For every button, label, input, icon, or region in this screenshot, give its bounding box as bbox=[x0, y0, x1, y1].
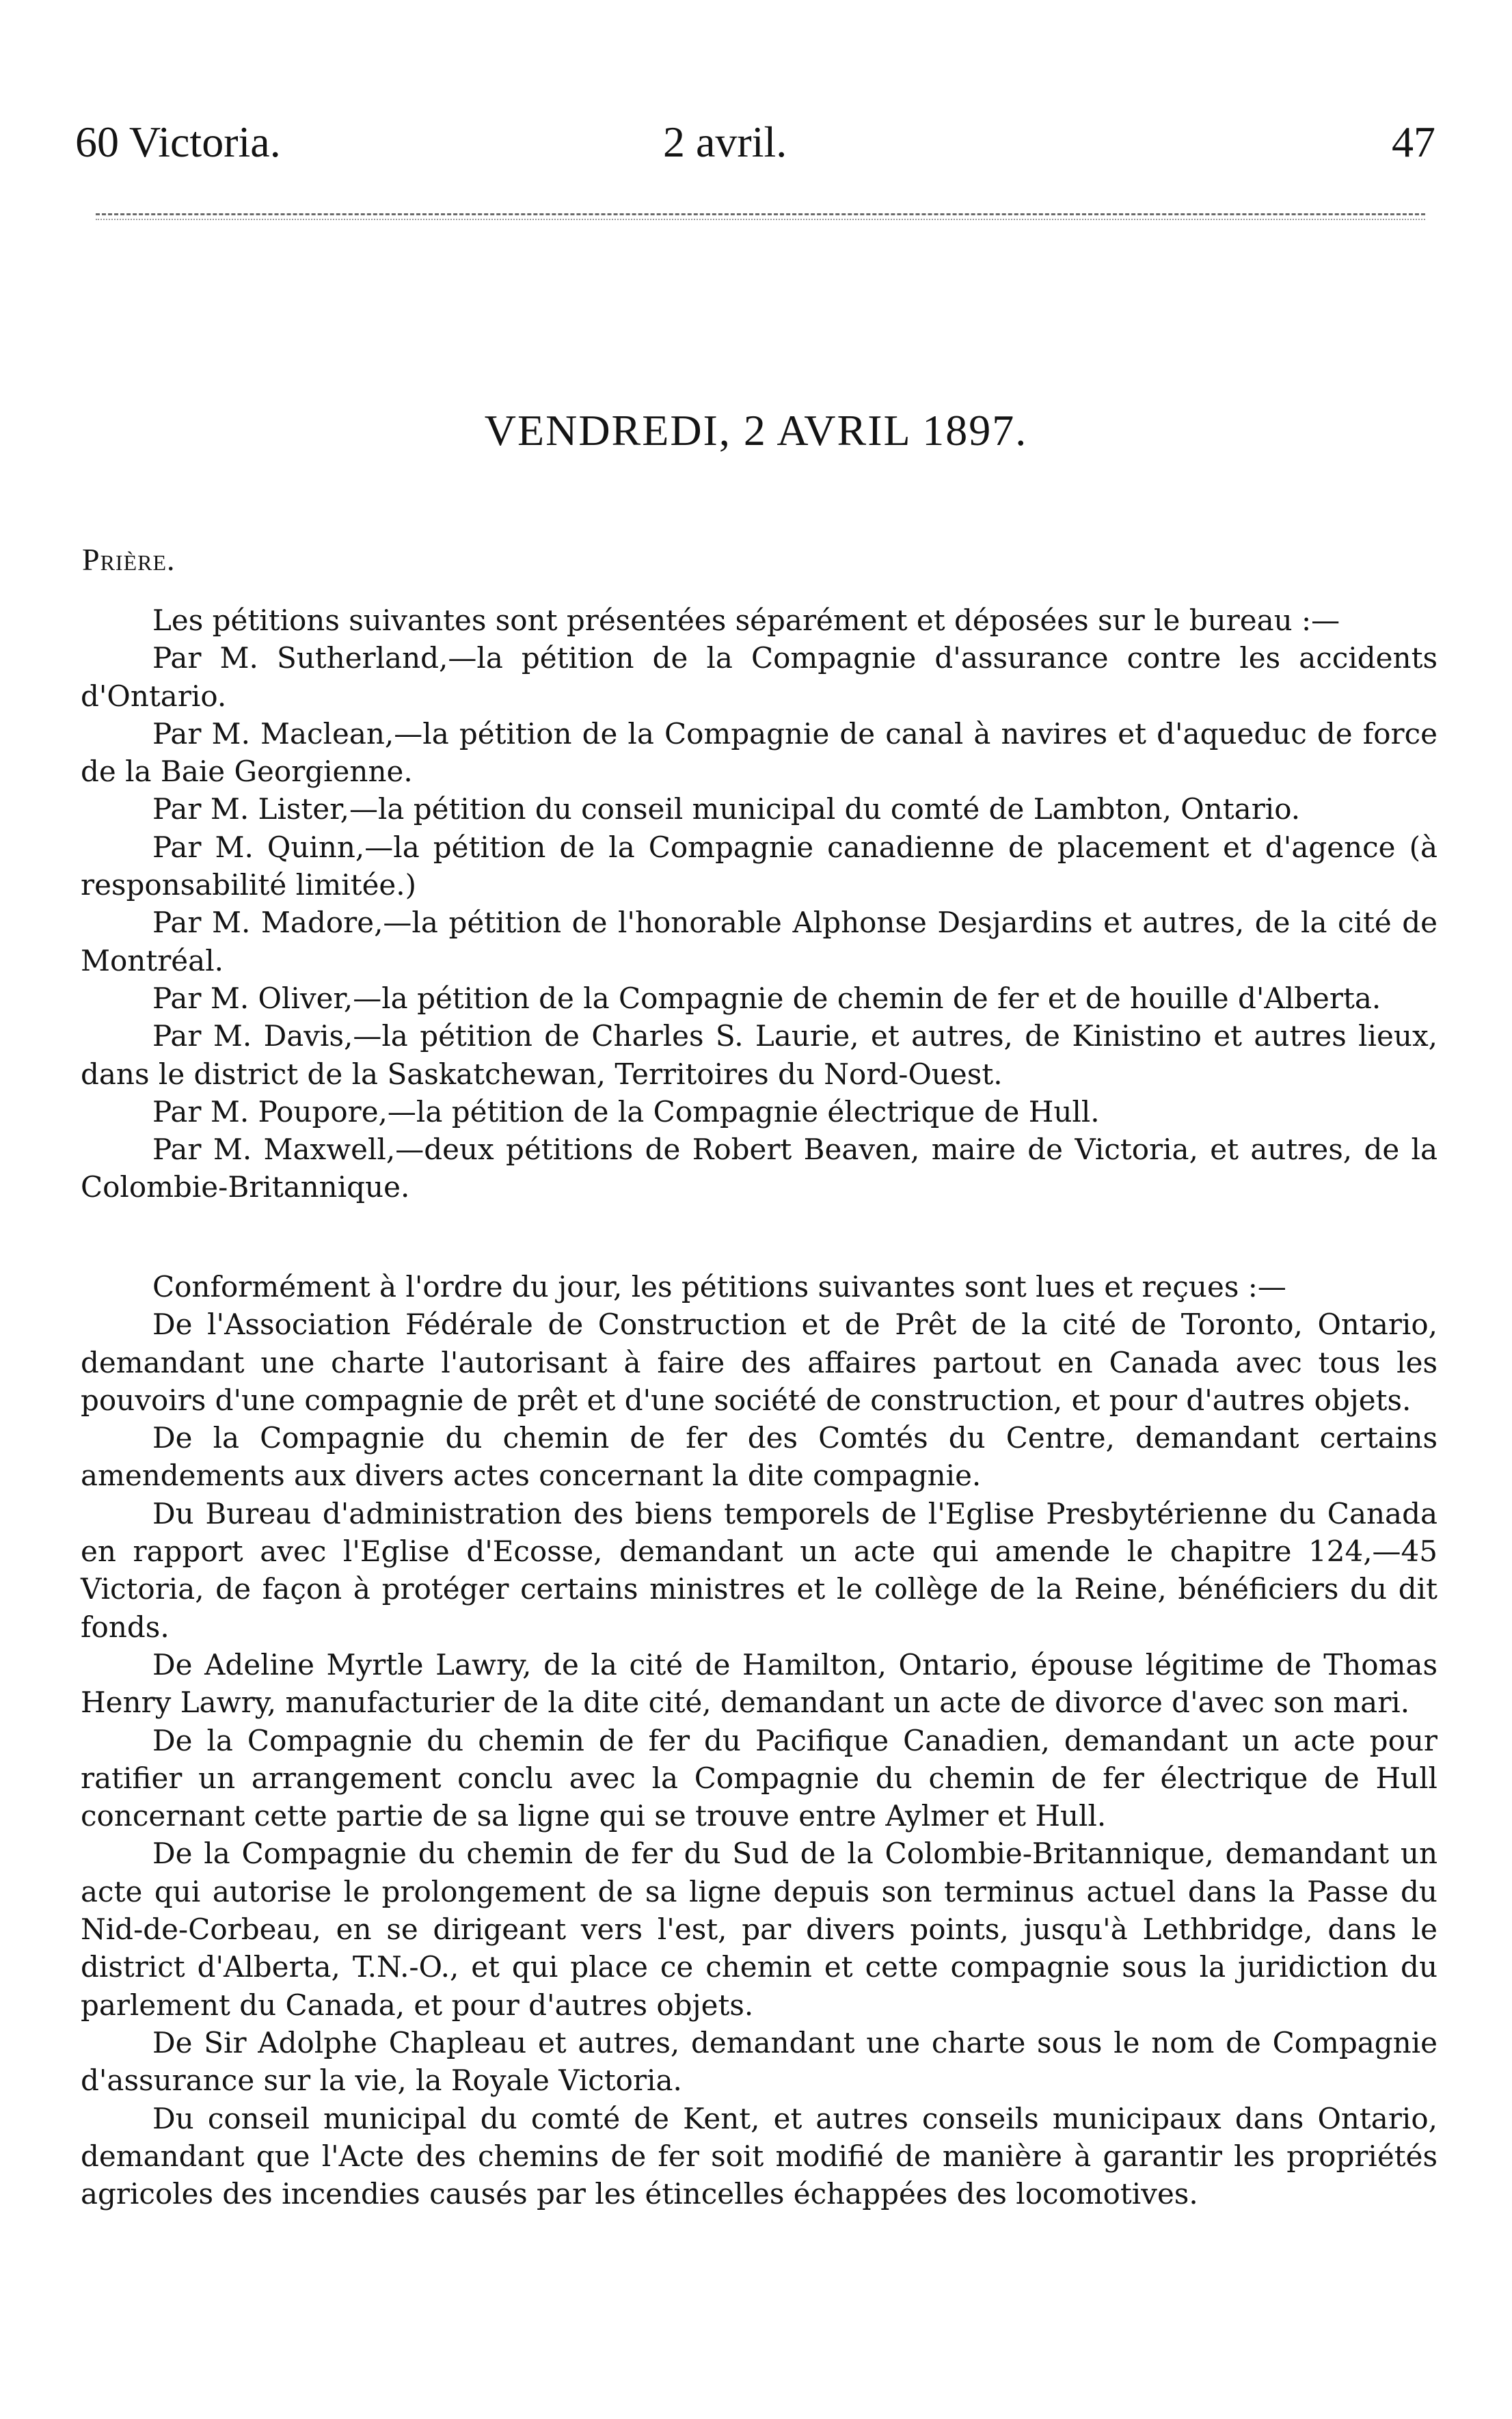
page-number: 47 bbox=[1392, 118, 1435, 166]
paragraph: Les pétitions suivantes sont présentées séparément et déposées sur le bureau :— bbox=[152, 604, 1340, 637]
paragraph: Par M. Madore,—la pétition de l'honorable Alphonse Desjardins et autres, de la cité de Montréal. bbox=[81, 906, 1437, 977]
paragraph: Par M. Lister,—la pétition du conseil municipal du comté de Lambton, Ontario. bbox=[152, 792, 1301, 826]
paragraph: De la Compagnie du chemin de fer du Sud de la Colombie-Britannique, demandant un acte qui autorise le prolongement de sa ligne depuis son terminus actuel dans la Passe du Nid-de-Corbeau, en se dirigeant vers l'est, par divers points, jusqu'à Lethbridge, dans le district d'Alberta, T.N.-O., et qui place ce chemin et cette compagnie sous la juridiction du parlement du Canada, et pour d'autres objets. bbox=[81, 1837, 1437, 2022]
header-date: 2 avril. bbox=[663, 118, 787, 166]
paragraph: Par M. Maclean,—la pétition de la Compagnie de canal à navires et d'aqueduc de force de la Baie Georgienne. bbox=[81, 716, 1437, 789]
paragraph: De la Compagnie du chemin de fer des Comtés du Centre, demandant certains amendements aux divers actes concernant la dite compagnie. bbox=[81, 1421, 1437, 1493]
date-heading: VENDREDI, 2 AVRIL 1897. bbox=[484, 406, 1028, 455]
paragraph: Par M. Davis,—la pétition de Charles S. Laurie, et autres, de Kinistino et autres lieux, dans le district de la Saskatchewan, Territoires du Nord-Ouest. bbox=[81, 1019, 1437, 1091]
paragraph: De Adeline Myrtle Lawry, de la cité de Hamilton, Ontario, épouse légitime de Thomas Henry Lawry, manufacturier de la dite cité, demandant un acte de divorce d'avec son mari. bbox=[81, 1647, 1437, 1720]
running-header bbox=[75, 115, 1435, 170]
paragraph: Du Bureau d'administration des biens temporels de l'Eglise Presbytérienne du Canada en rapport avec l'Eglise d'Ecosse, demandant un acte qui amende le chapitre 124,—45 Victoria, de façon à protéger certains ministres et le collège de la Reine, bénéficiers du dit fonds. bbox=[81, 1496, 1437, 1644]
paragraph: Par M. Poupore,—la pétition de la Compagnie électrique de Hull. bbox=[152, 1094, 1100, 1129]
paragraph: Par M. Maxwell,—deux pétitions de Robert Beaven, maire de Victoria, et autres, de la Colombie-Britannique. bbox=[81, 1133, 1437, 1204]
header-rule-secondary bbox=[96, 219, 1425, 220]
paragraph: Par M. Oliver,—la pétition de la Compagnie de chemin de fer et de houille d'Alberta. bbox=[152, 981, 1381, 1015]
paragraph: Par M. Sutherland,—la pétition de la Compagnie d'assurance contre les accidents d'Ontario. bbox=[81, 641, 1437, 713]
paragraph: De la Compagnie du chemin de fer du Pacifique Canadien, demandant un acte pour ratifier un arrangement conclu avec la Compagnie du chemin de fer électrique de Hull concernant cette partie de sa ligne qui se trouve entre Aylmer et Hull. bbox=[81, 1723, 1437, 1833]
paragraph: Du conseil municipal du comté de Kent, et autres conseils municipaux dans Ontario, demandant que l'Acte des chemins de fer soit modifié de manière à garantir les propriétés agricoles des incendies causés par les étincelles échappées des locomotives. bbox=[81, 2101, 1437, 2211]
petitions-presented-section bbox=[81, 602, 1437, 1206]
paragraph: De l'Association Fédérale de Construction et de Prêt de la cité de Toronto, Ontario, demandant une charte l'autorisant à faire des affaires partout en Canada avec tous les pouvoirs d'une compagnie de prêt et d'une société de construction, et pour d'autres objets. bbox=[81, 1308, 1437, 1417]
petitions-received-section bbox=[81, 1268, 1437, 2213]
header-session: 60 Victoria. bbox=[75, 118, 281, 166]
paragraph: Conformément à l'ordre du jour, les pétitions suivantes sont lues et reçues :— bbox=[152, 1270, 1286, 1303]
priere-heading: Prière. bbox=[82, 542, 176, 577]
header-rule bbox=[96, 213, 1425, 215]
paragraph: De Sir Adolphe Chapleau et autres, demandant une charte sous le nom de Compagnie d'assurance sur la vie, la Royale Victoria. bbox=[81, 2025, 1437, 2098]
paragraph: Par M. Quinn,—la pétition de la Compagnie canadienne de placement et d'agence (à responsabilité limitée.) bbox=[81, 830, 1437, 902]
